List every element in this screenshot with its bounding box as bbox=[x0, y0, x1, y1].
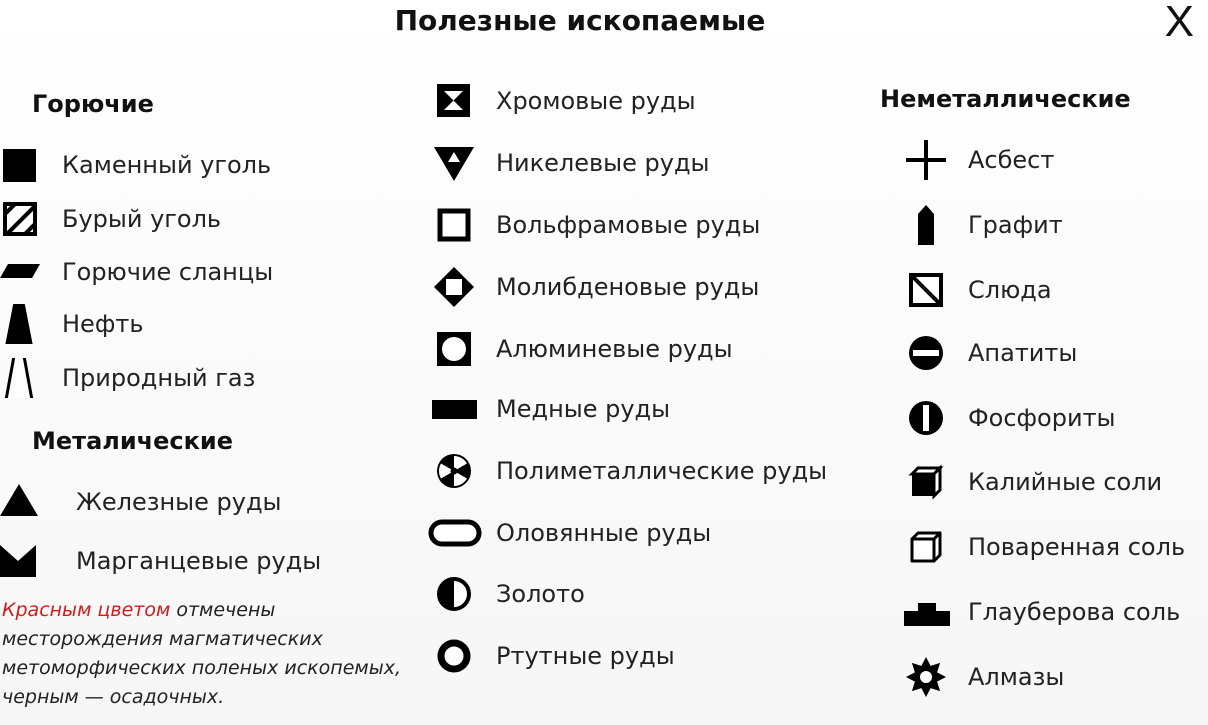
inverted-triangle-icon bbox=[434, 143, 474, 183]
legend-label: Фосфориты bbox=[968, 404, 1116, 432]
outline-square-icon bbox=[434, 205, 474, 245]
legend-note bbox=[2, 596, 402, 712]
filled-rectangle-icon bbox=[430, 389, 478, 429]
section-heading-nonmetallic: Неметаллические bbox=[880, 85, 1131, 113]
legend-label: Вольфрамовые руды bbox=[496, 211, 761, 239]
legend-label: Апатиты bbox=[968, 339, 1078, 367]
filled-trapezoid-icon bbox=[0, 304, 40, 344]
legend-label: Слюда bbox=[968, 276, 1052, 304]
pencil-shape-icon bbox=[906, 205, 946, 245]
legend-label: Никелевые руды bbox=[496, 149, 710, 177]
legend-label: Хромовые руды bbox=[496, 87, 696, 115]
legend-label: Оловянные руды bbox=[496, 519, 712, 547]
legend-label: Бурый уголь bbox=[62, 205, 222, 233]
star-gear-icon bbox=[906, 657, 946, 697]
parallelogram-icon bbox=[0, 252, 40, 292]
legend-label: Медные руды bbox=[496, 395, 671, 423]
legend-label: Нефть bbox=[62, 310, 144, 338]
stepped-block-icon bbox=[902, 592, 952, 632]
legend-label: Графит bbox=[968, 211, 1063, 239]
page-title: Полезные ископаемые bbox=[394, 4, 766, 37]
legend-label: Полиметаллические руды bbox=[496, 457, 828, 485]
close-button[interactable]: X bbox=[1164, 0, 1194, 46]
legend-label: Марганцевые руды bbox=[76, 547, 322, 575]
legend-label: Калийные соли bbox=[968, 468, 1163, 496]
notched-shape-icon bbox=[0, 541, 40, 581]
ring-icon bbox=[434, 636, 474, 676]
filled-triangle-icon bbox=[0, 482, 40, 522]
filled-square-icon bbox=[0, 145, 40, 185]
legend-label: Золото bbox=[496, 580, 585, 608]
trefoil-circle-icon bbox=[434, 451, 474, 491]
legend-label: Молибденовые руды bbox=[496, 273, 760, 301]
outline-trapezoid-icon bbox=[0, 358, 40, 398]
section-heading-metallic: Металические bbox=[32, 427, 234, 455]
legend-label: Ртутные руды bbox=[496, 642, 675, 670]
note-highlight: Красным цветом bbox=[2, 599, 171, 621]
plus-icon bbox=[906, 140, 946, 180]
half-filled-circle-icon bbox=[434, 574, 474, 614]
legend-label: Поваренная соль bbox=[968, 533, 1186, 561]
rounded-rectangle-icon bbox=[428, 513, 482, 553]
legend-label: Железные руды bbox=[76, 488, 282, 516]
outline-cube-icon bbox=[906, 527, 946, 567]
circle-vertical-bar-icon bbox=[906, 398, 946, 438]
legend-label: Асбест bbox=[968, 146, 1055, 174]
hourglass-square-icon bbox=[434, 81, 474, 121]
legend-label: Глауберова соль bbox=[968, 598, 1181, 626]
diamond-square-icon bbox=[434, 267, 474, 307]
filled-cube-icon bbox=[906, 462, 946, 502]
legend-label: Алмазы bbox=[968, 663, 1065, 691]
legend-label: Горючие сланцы bbox=[62, 258, 274, 286]
circle-in-square-icon bbox=[434, 329, 474, 369]
note-text: отмечены месторождения магматических метоморфических поленых ископемых, черным — осадочных. bbox=[2, 599, 402, 708]
circle-horizontal-bar-icon bbox=[906, 333, 946, 373]
legend-label: Природный газ bbox=[62, 364, 256, 392]
diagonal-square-icon bbox=[906, 270, 946, 310]
legend-label: Алюминевые руды bbox=[496, 335, 733, 363]
section-heading-combustible: Горючие bbox=[32, 90, 154, 118]
hatched-square-icon bbox=[0, 199, 40, 239]
legend-label: Каменный уголь bbox=[62, 151, 272, 179]
